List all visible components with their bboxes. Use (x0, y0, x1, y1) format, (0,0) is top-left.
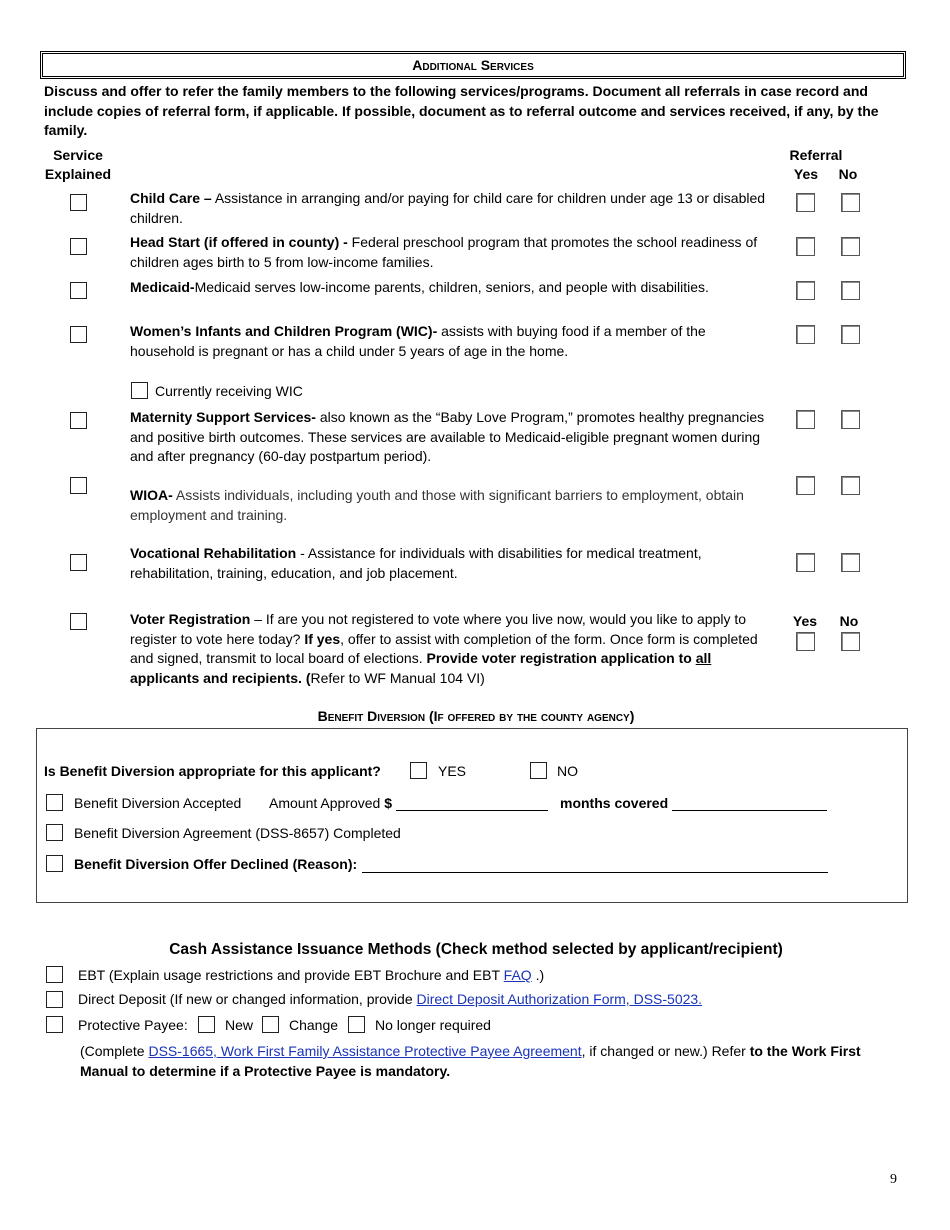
service-child-care: Child Care – Assistance in arranging and/or paying for child care for children under age 13 or disabled children. (130, 190, 766, 226)
voter-no-checkbox[interactable] (841, 632, 860, 651)
referral-yes-checkbox-medicaid[interactable] (796, 281, 815, 300)
referral-no-checkbox-vocational-rehab[interactable] (841, 553, 860, 572)
protective-payee-label: Protective Payee: (78, 1017, 188, 1033)
benefit-diversion-accepted-checkbox[interactable] (46, 794, 63, 811)
benefit-diversion-box (36, 728, 908, 903)
direct-deposit-checkbox[interactable] (46, 991, 63, 1008)
benefit-diversion-no-checkbox[interactable] (530, 762, 547, 779)
benefit-diversion-yes-label: YES (438, 763, 467, 779)
protective-payee-agreement-link[interactable]: DSS-1665, Work First Family Assistance Protective Payee Agreement (148, 1043, 582, 1059)
service-wic: Women’s Infants and Children Program (WIC)- assists with buying food if a member of the household is pregnant or has a child under 5 years of age in the home. (130, 323, 706, 359)
amount-approved-label: Amount Approved $ (269, 795, 392, 811)
protective-payee-new-checkbox[interactable] (198, 1016, 215, 1033)
voter-yes-label: Yes (792, 613, 818, 629)
benefit-diversion-agreement-label: Benefit Diversion Agreement (DSS-8657) Completed (74, 825, 401, 841)
referral-no-checkbox-wic[interactable] (841, 325, 860, 344)
benefit-diversion-no-label: NO (557, 763, 578, 779)
currently-receiving-wic-label: Currently receiving WIC (155, 383, 303, 399)
benefit-diversion-title: Benefit Diversion (If offered by the county agency) (317, 708, 635, 724)
direct-deposit-form-link[interactable]: Direct Deposit Authorization Form, DSS-5023. (416, 991, 703, 1007)
protective-payee-no-longer-label: No longer required (375, 1017, 491, 1033)
referral-no-checkbox-wioa[interactable] (841, 476, 860, 495)
protective-payee-change-label: Change (289, 1017, 339, 1033)
protective-payee-new-label: New (225, 1017, 254, 1033)
benefit-diversion-accepted-label: Benefit Diversion Accepted (74, 795, 242, 811)
referral-yes-checkbox-maternity[interactable] (796, 410, 815, 429)
section-title: Additional Services (412, 57, 534, 73)
cash-assistance-title: Cash Assistance Issuance Methods (Check method selected by applicant/recipient) (169, 941, 783, 958)
service-voter-registration: Voter Registration – If are you not registered to vote where you live now, would you like to apply to register to vote here today? If yes, offer to assist with completion of the form. Once form is completed and signed, transmit to local board of elections. Provide voter registration application to all applicants and recipients. (Refer to WF Manual 104 VI) (130, 611, 758, 686)
service-vocational-rehabilitation: Vocational Rehabilitation - Assistance for individuals with disabilities for medical treatment, rehabilitation, training, education, and job placement. (130, 545, 702, 581)
column-referral-no: No (838, 166, 858, 182)
section-header-additional-services (40, 51, 906, 79)
voter-yes-checkbox[interactable] (796, 632, 815, 651)
declined-reason-field[interactable] (362, 872, 828, 873)
service-head-start: Head Start (if offered in county) - Federal preschool program that promotes the school readiness of children ages birth to 5 from low-income families. (130, 234, 758, 270)
ebt-faq-link[interactable]: FAQ (503, 967, 532, 983)
referral-yes-checkbox-head-start[interactable] (796, 237, 815, 256)
referral-yes-checkbox-wic[interactable] (796, 325, 815, 344)
referral-no-checkbox-maternity[interactable] (841, 410, 860, 429)
service-explained-checkbox-head-start[interactable] (70, 238, 87, 255)
benefit-diversion-yes-checkbox[interactable] (410, 762, 427, 779)
column-referral-yes: Yes (793, 166, 819, 182)
direct-deposit-label: Direct Deposit (If new or changed information, provide Direct Deposit Authorization Form, DSS-5023. (78, 991, 703, 1007)
service-explained-checkbox-child-care[interactable] (70, 194, 87, 211)
referral-no-checkbox-child-care[interactable] (841, 193, 860, 212)
referral-yes-checkbox-wioa[interactable] (796, 476, 815, 495)
referral-no-checkbox-medicaid[interactable] (841, 281, 860, 300)
benefit-diversion-agreement-checkbox[interactable] (46, 824, 63, 841)
referral-yes-checkbox-child-care[interactable] (796, 193, 815, 212)
protective-payee-checkbox[interactable] (46, 1016, 63, 1033)
referral-no-checkbox-head-start[interactable] (841, 237, 860, 256)
service-explained-checkbox-maternity[interactable] (70, 412, 87, 429)
protective-payee-no-longer-checkbox[interactable] (348, 1016, 365, 1033)
instructions-text: Discuss and offer to refer the family members to the following services/programs. Document all referrals in case record and include copies of referral form, if applicable. If possible, document as to referral outcome and services received, if any, by the family. (44, 83, 879, 138)
ebt-label: EBT (Explain usage restrictions and provide EBT Brochure and EBT FAQ .) (78, 967, 545, 983)
months-covered-label: months covered (560, 795, 669, 811)
service-explained-checkbox-wioa[interactable] (70, 477, 87, 494)
voter-no-label: No (839, 613, 859, 629)
currently-receiving-wic-checkbox[interactable] (131, 382, 148, 399)
benefit-diversion-declined-label: Benefit Diversion Offer Declined (Reason): (74, 856, 358, 872)
service-explained-checkbox-medicaid[interactable] (70, 282, 87, 299)
benefit-diversion-question: Is Benefit Diversion appropriate for this applicant? (44, 763, 381, 779)
months-covered-field[interactable] (672, 810, 827, 811)
amount-approved-field[interactable] (396, 810, 548, 811)
ebt-checkbox[interactable] (46, 966, 63, 983)
benefit-diversion-declined-checkbox[interactable] (46, 855, 63, 872)
referral-yes-checkbox-vocational-rehab[interactable] (796, 553, 815, 572)
protective-payee-note: (Complete DSS-1665, Work First Family Assistance Protective Payee Agreement, if changed or new.) Refer to the Work First Manual to determine if a Protective Payee is mandatory. (80, 1043, 861, 1079)
service-maternity-support: Maternity Support Services- also known as the “Baby Love Program,” promotes healthy pregnancies and positive birth outcomes. These services are available to Medicaid-eligible pregnant women during and after pregnancy (60-day postpartum period). (130, 409, 765, 464)
column-referral: Referral (789, 147, 843, 163)
protective-payee-change-checkbox[interactable] (262, 1016, 279, 1033)
service-medicaid: Medicaid-Medicaid serves low-income parents, children, seniors, and people with disabilities. (130, 279, 709, 295)
service-explained-checkbox-voter-registration[interactable] (70, 613, 87, 630)
service-wioa: WIOA- Assists individuals, including youth and those with significant barriers to employment, obtain employment and training. (130, 487, 744, 523)
service-explained-checkbox-vocational-rehab[interactable] (70, 554, 87, 571)
column-service-explained: Service Explained (44, 147, 112, 182)
page-number: 9 (890, 1172, 897, 1187)
service-explained-checkbox-wic[interactable] (70, 326, 87, 343)
